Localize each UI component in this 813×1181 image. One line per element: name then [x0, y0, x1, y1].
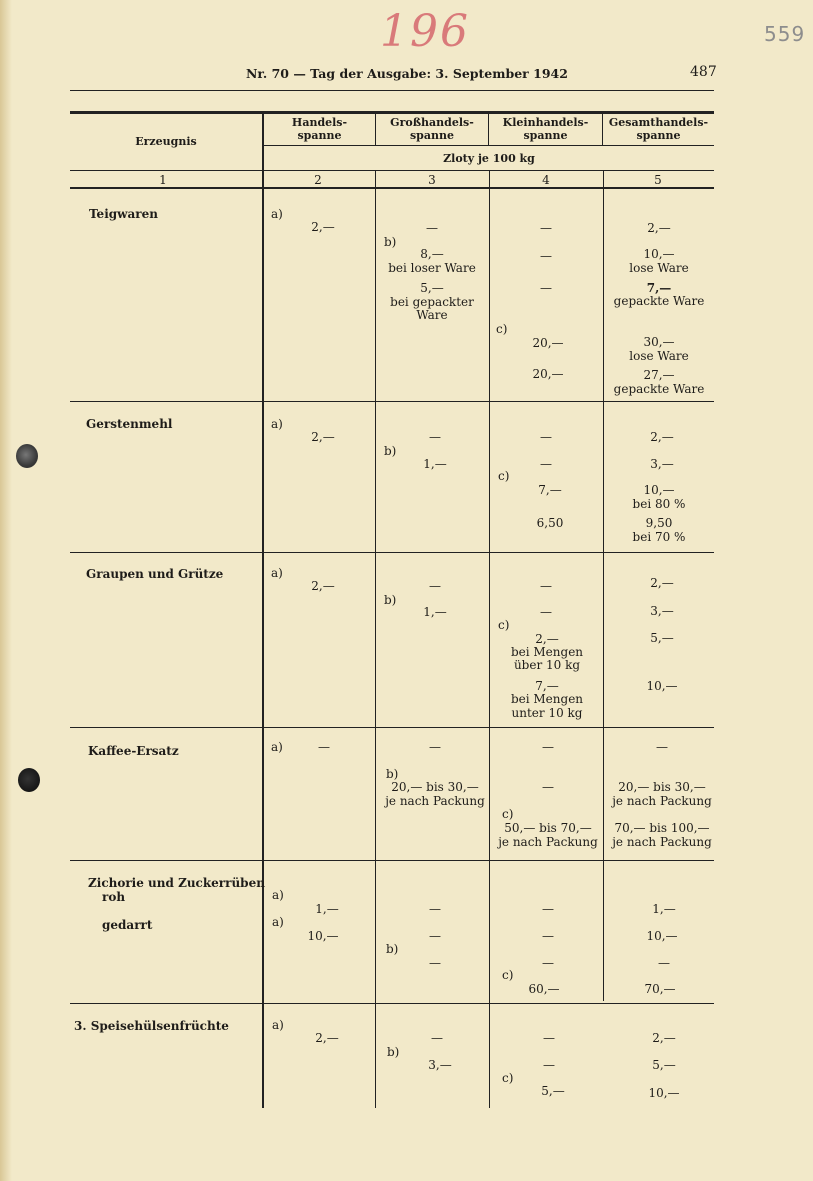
klein-value: —	[540, 281, 552, 295]
gesamt-note: je nach Packung	[612, 794, 712, 808]
col-header-gross: Großhandels- spanne	[390, 116, 474, 142]
colnum-rule	[70, 187, 714, 189]
gesamt-value: 10,—	[648, 1086, 680, 1100]
klein-value: 2,—	[535, 632, 559, 646]
header-rule	[70, 90, 714, 91]
gesamt-note: lose Ware	[629, 349, 689, 363]
gross-note: bei gepackter	[390, 295, 474, 309]
row-rule	[70, 727, 714, 728]
punch-hole	[16, 444, 38, 468]
gesamt-value: 3,—	[650, 604, 674, 618]
marker-b: b)	[386, 942, 399, 956]
gesamt-value: 7,—	[646, 281, 672, 295]
klein-value: 20,—	[532, 336, 564, 350]
gesamt-value: 5,—	[650, 631, 674, 645]
klein-note: bei Mengen	[510, 692, 584, 706]
col-number: 5	[654, 173, 662, 187]
row-rule	[70, 552, 714, 553]
gross-note: Ware	[416, 308, 448, 322]
gesamt-note: je nach Packung	[612, 835, 712, 849]
page-number: 487	[690, 64, 717, 80]
gesamt-value: 5,—	[652, 1058, 676, 1072]
col-number: 1	[159, 173, 167, 187]
klein-value: —	[542, 929, 554, 943]
pencil-number: 559	[764, 22, 806, 46]
col-divider	[489, 171, 490, 1108]
gross-note: bei loser Ware	[388, 261, 476, 275]
klein-value: —	[540, 457, 552, 471]
klein-value: —	[542, 740, 554, 754]
marker-a: a)	[271, 207, 283, 221]
marker-c: c)	[498, 618, 510, 632]
handels-value: 2,—	[311, 220, 335, 234]
gross-value: 3,—	[428, 1058, 452, 1072]
issue-header: Nr. 70 — Tag der Ausgabe: 3. September 1942	[246, 66, 568, 81]
gesamt-value: 70,— bis 100,—	[614, 821, 710, 835]
gross-note: je nach Packung	[385, 794, 485, 808]
marker-a: a)	[272, 915, 284, 929]
klein-value: —	[542, 902, 554, 916]
product-subname: gedarrt	[102, 918, 153, 932]
handels-value: —	[318, 740, 330, 754]
header-bottom-rule	[70, 170, 714, 171]
klein-value: —	[540, 579, 552, 593]
marker-a: a)	[271, 417, 283, 431]
col-divider	[375, 171, 376, 1108]
col-header-gesamt: Gesamthandels- spanne	[608, 116, 709, 142]
klein-value: 7,—	[538, 483, 562, 497]
gesamt-note: bei 80 %	[632, 497, 686, 511]
col-divider	[262, 112, 264, 1108]
handels-value: 10,—	[307, 929, 339, 943]
gesamt-value: 2,—	[650, 576, 674, 590]
gesamt-value: 27,—	[643, 368, 675, 382]
gesamt-value: —	[656, 740, 668, 754]
marker-c: c)	[496, 322, 508, 336]
klein-value: 50,— bis 70,—	[504, 821, 592, 835]
col-number: 4	[542, 173, 550, 187]
handels-value: 2,—	[311, 430, 335, 444]
klein-value: 60,—	[528, 982, 560, 996]
marker-a: a)	[272, 888, 284, 902]
klein-value: —	[540, 605, 552, 619]
klein-value: —	[540, 221, 552, 235]
klein-value: —	[542, 956, 554, 970]
gesamt-note: lose Ware	[629, 261, 689, 275]
punch-hole	[18, 768, 40, 792]
row-rule	[70, 401, 714, 402]
klein-value: —	[543, 1031, 555, 1045]
gesamt-value: 1,—	[652, 902, 676, 916]
product-name: 3. Speisehülsenfrüchte	[74, 1019, 229, 1033]
gesamt-value: 2,—	[647, 221, 671, 235]
klein-value: —	[543, 1058, 555, 1072]
marker-a: a)	[271, 566, 283, 580]
col-number: 2	[314, 173, 322, 187]
gross-value: —	[429, 430, 441, 444]
klein-value: 5,—	[541, 1084, 565, 1098]
gross-value: 8,—	[420, 247, 444, 261]
row-rule	[70, 860, 714, 861]
klein-note: je nach Packung	[498, 835, 598, 849]
gesamt-value: 2,—	[650, 430, 674, 444]
klein-value: —	[540, 430, 552, 444]
product-name: Teigwaren	[89, 207, 158, 221]
unit-label: Zloty je 100 kg	[443, 152, 535, 165]
gross-value: —	[429, 740, 441, 754]
gesamt-value: 2,—	[652, 1031, 676, 1045]
handels-value: 1,—	[315, 902, 339, 916]
marker-b: b)	[384, 235, 397, 249]
gross-value: —	[429, 929, 441, 943]
product-name: Graupen und Grütze	[86, 567, 224, 581]
gesamt-value: 10,—	[646, 679, 678, 693]
marker-c: c)	[502, 1071, 514, 1085]
gross-value: 20,— bis 30,—	[391, 780, 479, 794]
klein-value: 6,50	[536, 516, 564, 530]
klein-value: —	[542, 780, 554, 794]
gesamt-value: 9,50	[645, 516, 673, 530]
gross-value: —	[426, 221, 438, 235]
col-divider	[603, 171, 604, 1001]
col-header-handels: Handels- spanne	[291, 116, 348, 142]
klein-value: 20,—	[532, 367, 564, 381]
marker-c: c)	[498, 469, 510, 483]
gesamt-note: bei 70 %	[632, 530, 686, 544]
klein-value: 7,—	[535, 679, 559, 693]
row-rule	[70, 1003, 714, 1004]
product-name: Kaffee-Ersatz	[88, 744, 179, 758]
gross-value: 1,—	[423, 457, 447, 471]
klein-note: bei Mengen	[510, 645, 584, 659]
gesamt-value: —	[658, 956, 670, 970]
product-subname: roh	[102, 890, 126, 904]
gross-value: —	[429, 579, 441, 593]
col-header-product: Erzeugnis	[135, 135, 197, 148]
gesamt-value: 10,—	[643, 247, 675, 261]
marker-a: a)	[272, 1018, 284, 1032]
red-handwritten-number: 196	[380, 6, 470, 57]
col-header-klein: Kleinhandels- spanne	[502, 116, 589, 142]
marker-a: a)	[271, 740, 283, 754]
handels-value: 2,—	[311, 579, 335, 593]
gesamt-note: gepackte Ware	[613, 382, 705, 396]
klein-note: über 10 kg	[513, 658, 581, 672]
col-number: 3	[428, 173, 436, 187]
marker-b: b)	[384, 593, 397, 607]
handels-value: 2,—	[315, 1031, 339, 1045]
gesamt-value: 10,—	[646, 929, 678, 943]
marker-b: b)	[386, 767, 399, 781]
gross-value: 1,—	[423, 605, 447, 619]
gross-value: —	[429, 956, 441, 970]
gesamt-value: 3,—	[650, 457, 674, 471]
table-top-rule	[70, 111, 714, 114]
marker-b: b)	[387, 1045, 400, 1059]
gesamt-value: 70,—	[644, 982, 676, 996]
marker-b: b)	[384, 444, 397, 458]
gesamt-value: 30,—	[643, 335, 675, 349]
paper-edge	[0, 0, 12, 1181]
product-name: Gerstenmehl	[86, 417, 173, 431]
product-name: Zichorie und Zuckerrüben	[88, 876, 265, 890]
gesamt-value: 20,— bis 30,—	[618, 780, 706, 794]
gross-value: —	[431, 1031, 443, 1045]
gesamt-note: gepackte Ware	[613, 294, 705, 308]
gross-value: —	[429, 902, 441, 916]
marker-c: c)	[502, 968, 514, 982]
marker-c: c)	[502, 807, 514, 821]
gesamt-value: 10,—	[643, 483, 675, 497]
klein-note: unter 10 kg	[511, 706, 583, 720]
klein-value: —	[540, 249, 552, 263]
gross-value: 5,—	[420, 281, 444, 295]
